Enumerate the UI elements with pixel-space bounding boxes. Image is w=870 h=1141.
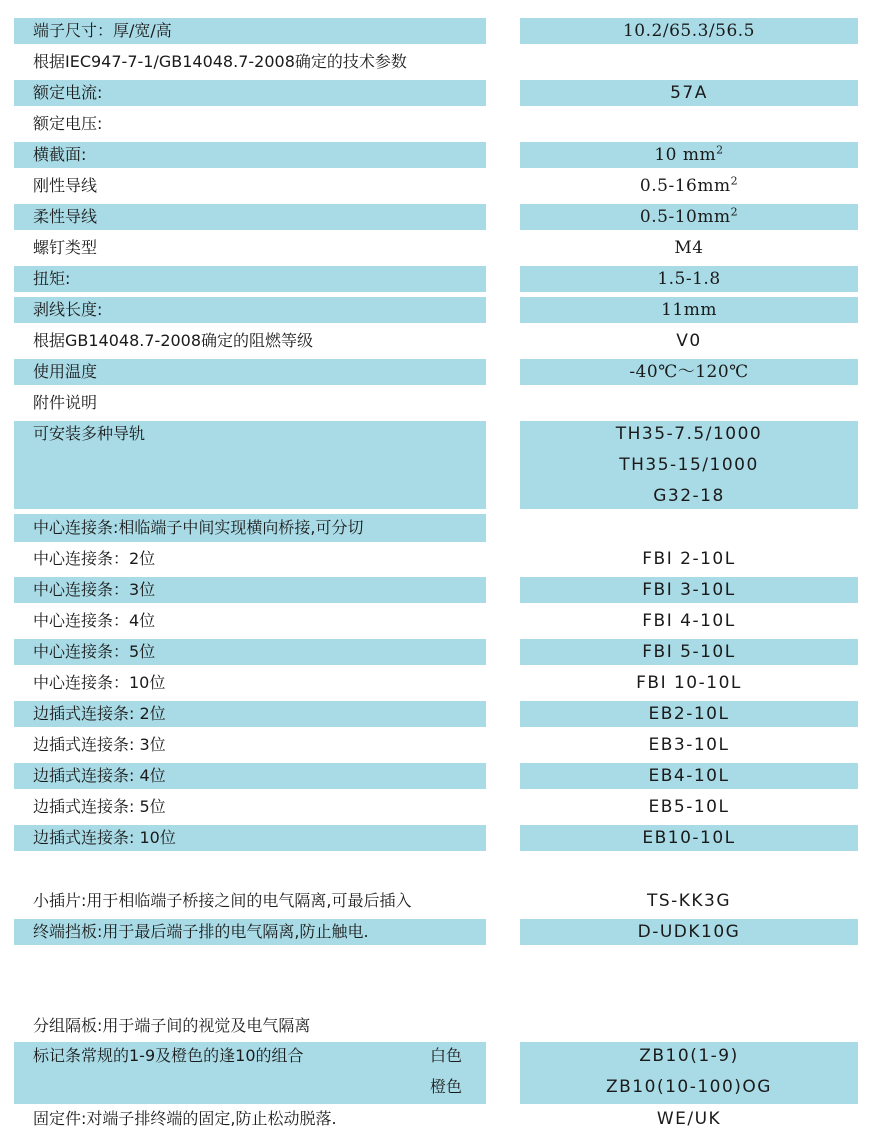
bridge-part-number bbox=[520, 797, 858, 817]
bridge-part-number bbox=[520, 735, 858, 755]
bridge-part-number-main: FBI 2-10L bbox=[642, 549, 736, 569]
accessory-label: 小插片:用于相临端子桥接之间的电气隔离,可最后插入 bbox=[33, 891, 412, 910]
param-label: 剥线长度: bbox=[33, 300, 103, 319]
bridge-part-number bbox=[520, 766, 858, 786]
marker-color-label: 白色 bbox=[430, 1046, 463, 1065]
param-label: 横截面: bbox=[33, 145, 87, 164]
end-clamp-part-number-main: WE/UK bbox=[656, 1109, 722, 1129]
param-label: 刚性导线 bbox=[33, 176, 98, 195]
param-label: 附件说明 bbox=[33, 393, 98, 412]
rail-type-value bbox=[520, 486, 858, 506]
marker-color-label: 橙色 bbox=[430, 1077, 463, 1096]
separator-label: 分组隔板:用于端子间的视觉及电气隔离 bbox=[33, 1016, 311, 1035]
rail-type-value bbox=[520, 424, 858, 444]
bridge-label: 边插式连接条: 2位 bbox=[33, 704, 166, 723]
bridge-part-number-main: FBI 5-10L bbox=[642, 642, 736, 662]
param-value bbox=[520, 331, 858, 351]
bridge-part-number bbox=[520, 704, 858, 724]
param-label: 额定电压: bbox=[33, 114, 103, 133]
param-value bbox=[520, 269, 858, 289]
accessory-part-number bbox=[520, 891, 858, 911]
marker-part-number bbox=[520, 1077, 858, 1097]
rail-type-value-main: TH35-7.5/1000 bbox=[615, 424, 763, 444]
cropped-heading-edge bbox=[597, 0, 777, 4]
param-value bbox=[520, 145, 858, 165]
rail-type-value bbox=[520, 455, 858, 475]
bridge-part-number-main: FBI 4-10L bbox=[642, 611, 736, 631]
bridge-part-number bbox=[520, 549, 858, 569]
param-value bbox=[520, 207, 858, 227]
accessory-part-number bbox=[520, 922, 858, 942]
rail-type-value-main: G32-18 bbox=[653, 486, 725, 506]
bridge-label: 中心连接条：5位 bbox=[33, 642, 156, 661]
param-value bbox=[520, 238, 858, 258]
param-value-main: 0.5-16mm bbox=[639, 176, 731, 196]
end-clamp-label: 固定件:对端子排终端的固定,防止松动脱落. bbox=[33, 1109, 337, 1128]
marker-part-number-main: ZB10(10-100)OG bbox=[606, 1077, 772, 1097]
rails-label: 可安装多种导轨 bbox=[33, 424, 146, 443]
bridge-part-number-main: FBI 3-10L bbox=[642, 580, 736, 600]
accessory-part-number-main: D-UDK10G bbox=[637, 922, 741, 942]
param-value-main: 57A bbox=[670, 83, 708, 103]
marker-part-number-main: ZB10(1-9) bbox=[639, 1046, 739, 1066]
row-label-bar bbox=[14, 266, 486, 292]
bridge-part-number bbox=[520, 642, 858, 662]
bridge-part-number-main: EB10-10L bbox=[642, 828, 736, 848]
param-value-main: 11mm bbox=[661, 300, 717, 320]
bridge-label: 中心连接条：2位 bbox=[33, 549, 156, 568]
bridge-label: 中心连接条：3位 bbox=[33, 580, 156, 599]
param-value bbox=[520, 300, 858, 320]
bridge-part-number-main: EB3-10L bbox=[648, 735, 730, 755]
bridge-part-number-main: EB4-10L bbox=[648, 766, 730, 786]
param-value-main: 10.2/65.3/56.5 bbox=[622, 21, 755, 41]
bridge-header: 中心连接条:相临端子中间实现横向桥接,可分切 bbox=[33, 518, 364, 537]
param-value bbox=[520, 21, 858, 41]
param-value-main: 10 mm bbox=[654, 145, 717, 165]
param-label: 扭矩: bbox=[33, 269, 71, 288]
param-value-main: 0.5-10mm bbox=[639, 207, 731, 227]
end-clamp-part-number bbox=[520, 1109, 858, 1129]
param-value-sup: 2 bbox=[730, 174, 739, 188]
param-label: 端子尺寸：厚/宽/高 bbox=[33, 21, 172, 40]
param-label: 根据IEC947-7-1/GB14048.7-2008确定的技术参数 bbox=[33, 52, 407, 71]
accessory-label: 终端挡板:用于最后端子排的电气隔离,防止触电. bbox=[33, 922, 369, 941]
param-label: 柔性导线 bbox=[33, 207, 98, 226]
bridge-label: 边插式连接条: 3位 bbox=[33, 735, 166, 754]
accessory-part-number-main: TS-KK3G bbox=[646, 891, 732, 911]
rail-type-value-main: TH35-15/1000 bbox=[619, 455, 759, 475]
bridge-part-number-main: EB5-10L bbox=[648, 797, 730, 817]
param-value-main: -40℃～120℃ bbox=[629, 362, 749, 382]
param-label: 螺钉类型 bbox=[33, 238, 98, 257]
bridge-part-number bbox=[520, 828, 858, 848]
bridge-part-number-main: FBI 10-10L bbox=[636, 673, 742, 693]
bridge-label: 边插式连接条: 10位 bbox=[33, 828, 176, 847]
param-label: 额定电流: bbox=[33, 83, 103, 102]
param-value-main: 1.5-1.8 bbox=[657, 269, 721, 289]
bridge-label: 边插式连接条: 5位 bbox=[33, 797, 166, 816]
param-value-sup: 2 bbox=[730, 205, 739, 219]
bridge-part-number bbox=[520, 673, 858, 693]
bridge-label: 边插式连接条: 4位 bbox=[33, 766, 166, 785]
marker-part-number bbox=[520, 1046, 858, 1066]
param-value-main: M4 bbox=[674, 238, 704, 258]
param-label: 使用温度 bbox=[33, 362, 98, 381]
param-value bbox=[520, 83, 858, 103]
bridge-part-number bbox=[520, 611, 858, 631]
param-value-sup: 2 bbox=[716, 143, 724, 157]
param-value bbox=[520, 176, 858, 196]
bridge-part-number bbox=[520, 580, 858, 600]
bridge-part-number-main: EB2-10L bbox=[648, 704, 730, 724]
param-value-main: V0 bbox=[676, 331, 702, 351]
bridge-label: 中心连接条：10位 bbox=[33, 673, 166, 692]
marker-label: 标记条常规的1-9及橙色的逢10的组合 bbox=[33, 1046, 304, 1065]
bridge-label: 中心连接条：4位 bbox=[33, 611, 156, 630]
param-label: 根据GB14048.7-2008确定的阻燃等级 bbox=[33, 331, 314, 350]
param-value bbox=[520, 362, 858, 382]
